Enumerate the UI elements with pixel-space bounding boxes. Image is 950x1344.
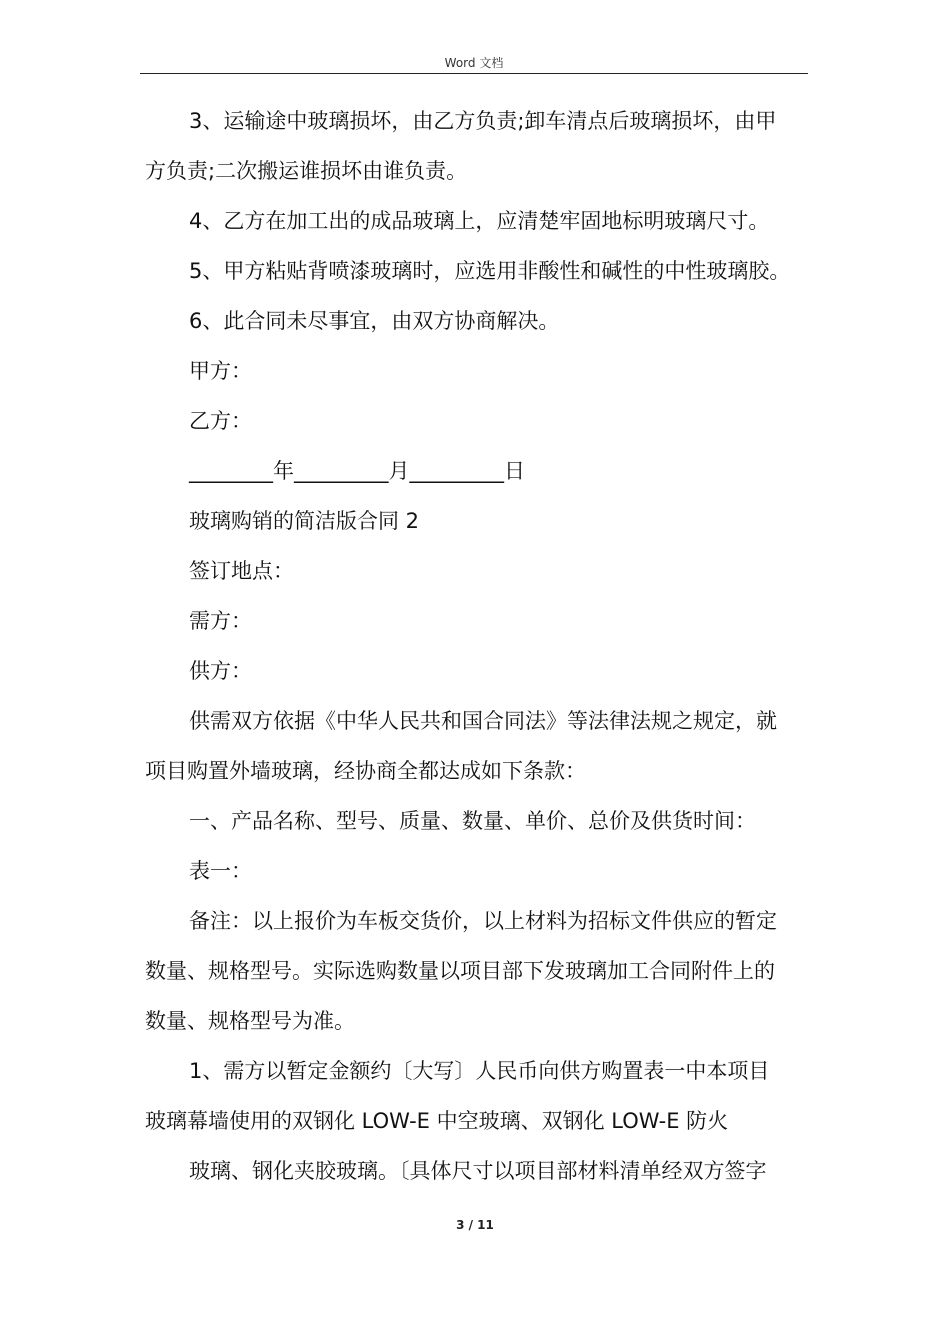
clause-3-line-1: 3、运输途中玻璃损坏，由乙方负责;卸车清点后玻璃损坏，由甲 xyxy=(189,109,777,133)
section-1-heading: 一、产品名称、型号、质量、数量、单价、总价及供货时间： xyxy=(189,809,756,833)
contract-2-title: 玻璃购销的简洁版合同 2 xyxy=(189,509,420,533)
clause-4: 4、乙方在加工出的成品玻璃上，应清楚牢固地标明玻璃尺寸。 xyxy=(189,209,770,233)
signing-place-label: 签订地点： xyxy=(189,559,294,583)
note-line-3: 数量、规格型号为准。 xyxy=(145,1009,355,1033)
clause-5: 5、甲方粘贴背喷漆玻璃时，应选用非酸性和碱性的中性玻璃胶。 xyxy=(189,259,791,283)
preamble-line-1: 供需双方依据《中华人民共和国合同法》等法律法规之规定，就 xyxy=(189,709,777,733)
party-a-label: 甲方： xyxy=(189,359,252,383)
table-1-label: 表一： xyxy=(189,859,252,883)
date-line: ________年_________月_________日 xyxy=(189,459,525,483)
page-number: 3 / 11 xyxy=(456,1218,494,1232)
party-b-label: 乙方： xyxy=(189,409,252,433)
note-line-2: 数量、规格型号。实际选购数量以项目部下发玻璃加工合同附件上的 xyxy=(145,959,775,983)
document-body xyxy=(145,96,815,1196)
clause-6: 6、此合同未尽事宜，由双方协商解决。 xyxy=(189,309,560,333)
supplier-label: 供方： xyxy=(189,659,252,683)
item-1-line-1: 1、需方以暂定金额约〔大写〕人民币向供方购置表一中本项目 xyxy=(189,1059,770,1083)
header-title: Word 文档 xyxy=(444,56,504,70)
item-1-line-3: 玻璃、钢化夹胶玻璃。〔具体尺寸以项目部材料清单经双方签字 xyxy=(189,1159,767,1183)
clause-3-line-2: 方负责;二次搬运谁损坏由谁负责。 xyxy=(145,159,468,183)
note-line-1: 备注：以上报价为车板交货价，以上材料为招标文件供应的暂定 xyxy=(189,909,777,933)
item-1-line-2: 玻璃幕墙使用的双钢化 LOW-E 中空玻璃、双钢化 LOW-E 防火 xyxy=(145,1109,729,1133)
page-header xyxy=(140,55,808,74)
buyer-label: 需方： xyxy=(189,609,252,633)
preamble-line-2: 项目购置外墙玻璃，经协商全都达成如下条款： xyxy=(145,759,586,783)
